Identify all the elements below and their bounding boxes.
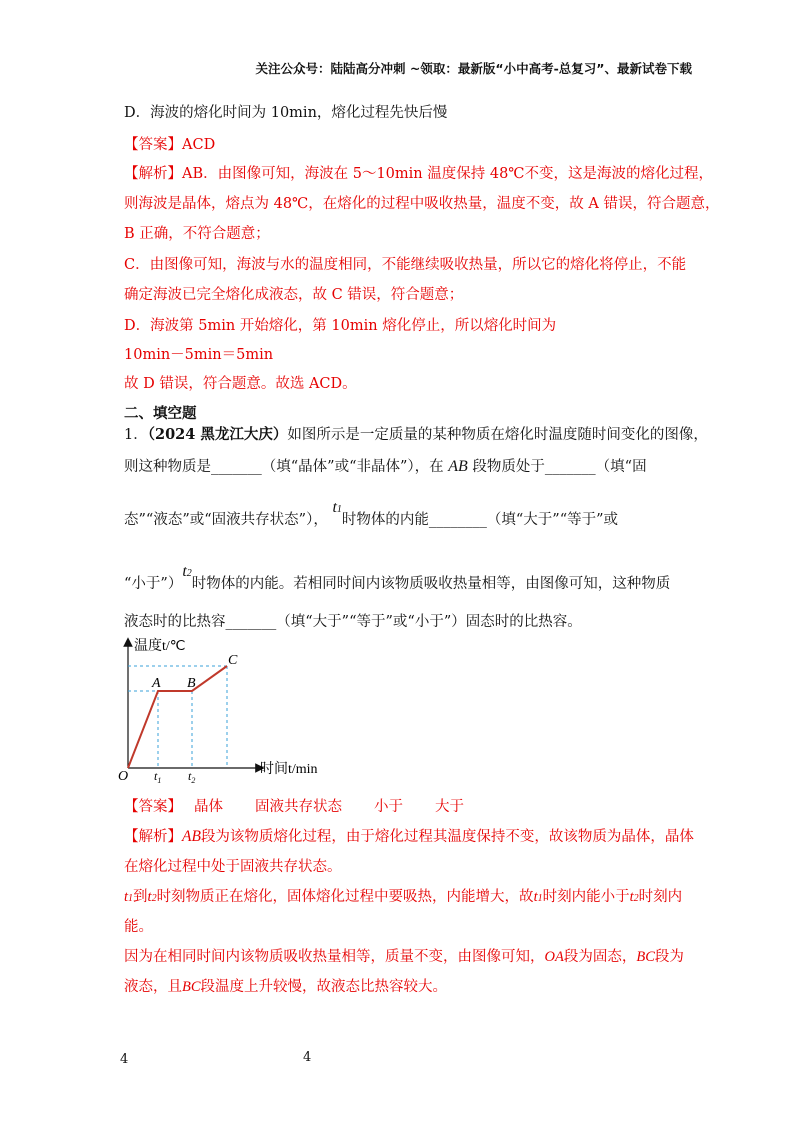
answer-item: 晶体 [194, 799, 223, 815]
analysis-text: 段为该物质熔化过程，由于熔化过程其温度保持不变，故该物质为晶体，晶体 [200, 829, 694, 845]
y-axis-label: 温度t/℃ [134, 639, 186, 654]
analysis-1-line-1 [124, 825, 694, 846]
page-header: 关注公众号：陆陆高分冲刺 ~领取：最新版“小中高考-总复习”、最新试卷下载 [255, 61, 692, 76]
point-label-b: B [187, 676, 196, 691]
option-d: D．海波的熔化时间为 10min，熔化过程先快后慢 [124, 105, 448, 121]
segment-label: BC [182, 979, 201, 995]
analysis-text: 时刻内能小于 [542, 889, 630, 905]
x-axis-label: 时间t/min [260, 762, 318, 777]
analysis-prev-line: B 正确，不符合题意； [124, 226, 270, 242]
analysis-prev-line: 则海波是晶体，熔点为 48℃，在熔化的过程中吸收热量，温度不变，故 A 错误，符合题意， [124, 196, 720, 212]
question-1-line-4 [124, 563, 671, 593]
analysis-prev-line: C．由图像可知，海波与水的温度相同，不能继续吸收热量，所以它的熔化将停止，不能 [124, 257, 687, 273]
question-text: 时物体的内能。若相同时间内该物质吸收热量相等，由图像可知，这种物质 [191, 576, 671, 592]
analysis-1-line-6 [124, 975, 447, 996]
analysis-prev-line: 10min－5min＝5min [124, 347, 274, 363]
point-label-c: C [228, 653, 238, 668]
t2-symbol: t2 [182, 563, 192, 580]
answer-item: 固液共存状态 [255, 799, 342, 815]
t1-symbol: t1 [124, 889, 134, 905]
question-1-line-5: 液态时的比热容_______（填“大于”“等于”或“小于”）固态时的比热容。 [124, 614, 582, 630]
tick-label-t2: $t_2$ [188, 769, 196, 784]
analysis-1-line-5 [124, 945, 684, 966]
analysis-text: 因为在相同时间内该物质吸收热量相等，质量不变，由图像可知， [124, 949, 545, 965]
analysis-prev-line: 【解析】AB．由图像可知，海波在 5～10min 温度保持 48℃不变，这是海波的熔化过程， [124, 166, 714, 182]
question-text: 如图所示是一定质量的某种物质在熔化时温度随时间变化的图像， [287, 427, 708, 443]
analysis-text: 段温度上升较慢，故液态比热容较大。 [200, 979, 448, 995]
question-text: 态”“液态”或“固液共存状态”）， [124, 512, 328, 528]
analysis-prev-line: D．海波第 5min 开始熔化，第 10min 熔化停止，所以熔化时间为 [124, 318, 557, 334]
t2-symbol: t2 [629, 889, 639, 905]
analysis-text: 液态，且 [124, 979, 182, 995]
answer-1 [124, 795, 464, 816]
answer-item: 小于 [374, 799, 403, 815]
question-1-line-1 [124, 423, 708, 444]
answer-prev: 【答案】ACD [124, 137, 216, 153]
analysis-text: 时刻物质正在熔化，固体熔化过程中要吸热，内能增大，故 [156, 889, 534, 905]
point-label-a: A [152, 676, 161, 691]
page-number-left: 4 [120, 1052, 129, 1067]
t1-symbol: t1 [533, 889, 543, 905]
analysis-prev-line: 故 D 错误，符合题意。故选 ACD。 [124, 376, 357, 392]
analysis-text: 到 [133, 889, 148, 905]
analysis-1-line-4: 能。 [124, 919, 153, 935]
question-text: “小于”） [124, 576, 183, 592]
answer-item: 大于 [435, 799, 464, 815]
t2-symbol: t2 [147, 889, 157, 905]
analysis-label: 【解析】 [124, 829, 182, 845]
answer-label: 【答案】 [124, 799, 182, 815]
segment-label: AB [182, 828, 201, 845]
question-source: （2024 黑龙江大庆） [147, 426, 288, 443]
analysis-1-line-2: 在熔化过程中处于固液共存状态。 [124, 859, 342, 875]
analysis-prev-line: 确定海波已完全熔化成液态，故 C 错误，符合题意； [124, 287, 464, 303]
temperature-time-graph [110, 634, 350, 784]
question-1-line-3 [124, 499, 619, 529]
segment-label: BC [636, 949, 655, 965]
analysis-1-line-3 [124, 885, 682, 906]
temperature-curve [128, 666, 227, 768]
tick-label-t1: $t_1$ [154, 769, 162, 784]
segment-label: AB [448, 458, 468, 475]
origin-label: O [118, 769, 129, 784]
analysis-text: 段为固态， [563, 949, 637, 965]
question-text: 则这种物质是_______（填“晶体”或“非晶体”），在 [124, 459, 444, 475]
question-text: 段物质处于_______（填“固 [472, 459, 647, 475]
question-text: 时物体的内能________（填“大于”“等于”或 [341, 512, 619, 528]
section-title: 二、填空题 [124, 405, 197, 422]
t1-symbol: t1 [332, 499, 342, 516]
question-number: 1． [124, 427, 148, 443]
segment-label: OA [544, 949, 564, 965]
question-1-line-2 [124, 455, 647, 476]
analysis-text: 段为 [654, 949, 684, 965]
analysis-text: 时刻内 [638, 889, 683, 905]
page-number-center: 4 [303, 1050, 312, 1065]
